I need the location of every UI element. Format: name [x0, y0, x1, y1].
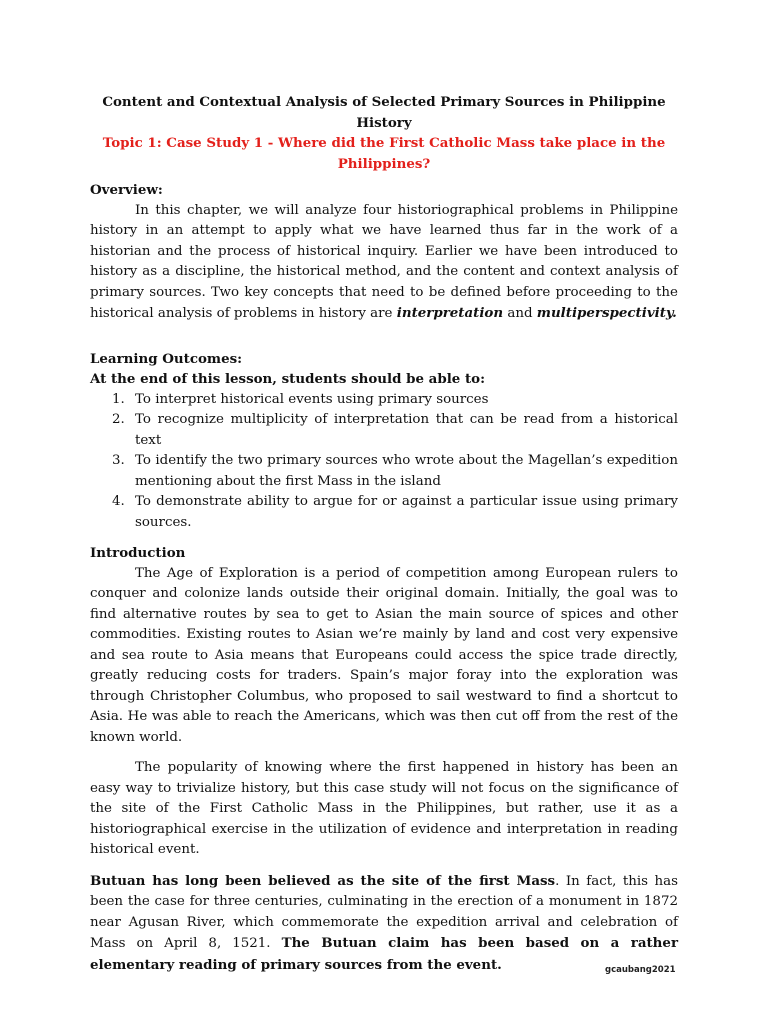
list-item [90, 410, 678, 451]
document-body [90, 92, 678, 976]
introduction-paragraph-1: The Age of Exploration is a period of competition among European rulers to conquer and colonize lands outside their original domain. Initially, the goal was to find alternative routes by sea to get to Asian the main source of spices and other commodities. Existing routes to Asian we’re mainly by land and cost very expensive and sea route to Asia means that Europeans could access the spice trade directly, greatly reducing costs for traders. Spain’s major foray into the exploration was through Christopher Columbus, who proposed to sail westward to find a shortcut to Asia. He was able to reach the Americans, which was then cut off from the rest of the known world. [90, 565, 678, 745]
list-number: 3. [112, 453, 125, 468]
term-interpretation: interpretation [396, 305, 504, 321]
learning-outcomes-heading: Learning Outcomes: [90, 350, 243, 367]
term-multiperspectivity: multiperspectivity. [536, 305, 677, 321]
butuan-claim-middle: . In fact, this has been the case for three centuries, culminating in the erection of a monument in 1872 near Agusan River, which commemorate the expedition arrival and celebration of Mass on April 8, 1521. [90, 873, 678, 951]
list-number: 2. [112, 412, 125, 427]
introduction-paragraph-3 [90, 871, 678, 977]
learning-outcomes-subheading: At the end of this lesson, students should be able to: [90, 371, 486, 387]
butuan-claim-conclusion: The Butuan claim has been based on a rather elementary reading of primary sources from the event. [90, 935, 678, 973]
overview-heading: Overview: [90, 182, 163, 198]
list-item [90, 451, 678, 492]
list-item-text: To identify the two primary sources who wrote about the Magellan’s expedition mentioning about the first Mass in the island [135, 453, 678, 489]
overview-conjunction: and [503, 306, 537, 321]
list-number: 4. [112, 494, 125, 509]
list-item-text: To interpret historical events using primary sources [135, 391, 489, 407]
overview-text: In this chapter, we will analyze four historiographical problems in Philippine history in an attempt to apply what we have learned thus far in the work of a historian and the process of historical inquiry. Earlier we have been introduced to history as a discipline, the historical method, and the content and context analysis of primary sources. Two key concepts that need to be defined before proceeding to the historical analysis of problems in history are [90, 202, 678, 321]
document-title: Content and Contextual Analysis of Selected Primary Sources in Philippine History [102, 94, 666, 131]
learning-outcomes-list [90, 390, 678, 534]
list-item-text: To recognize multiplicity of interpretation that can be read from a historical text [135, 412, 678, 448]
introduction-heading: Introduction [90, 545, 186, 561]
introduction-paragraph-2: The popularity of knowing where the first happened in history has been an easy way to trivialize history, but this case study will not focus on the significance of the site of the First Catholic Mass in the Philippines, but rather, use it as a historiographical exercise in the utilization of evidence and interpretation in reading historical event. [90, 760, 678, 857]
list-number: 1. [112, 391, 125, 407]
footer-author: gcaubang2021 [605, 965, 676, 975]
list-item [90, 492, 678, 533]
topic-heading: Topic 1: Case Study 1 - Where did the First Catholic Mass take place in the Philippines? [102, 135, 666, 172]
overview-paragraph [90, 201, 678, 325]
list-item-text: To demonstrate ability to argue for or against a particular issue using primary sources. [135, 494, 678, 530]
butuan-claim-lead: Butuan has long been believed as the site of the first Mass [90, 872, 556, 889]
list-item [90, 390, 678, 411]
